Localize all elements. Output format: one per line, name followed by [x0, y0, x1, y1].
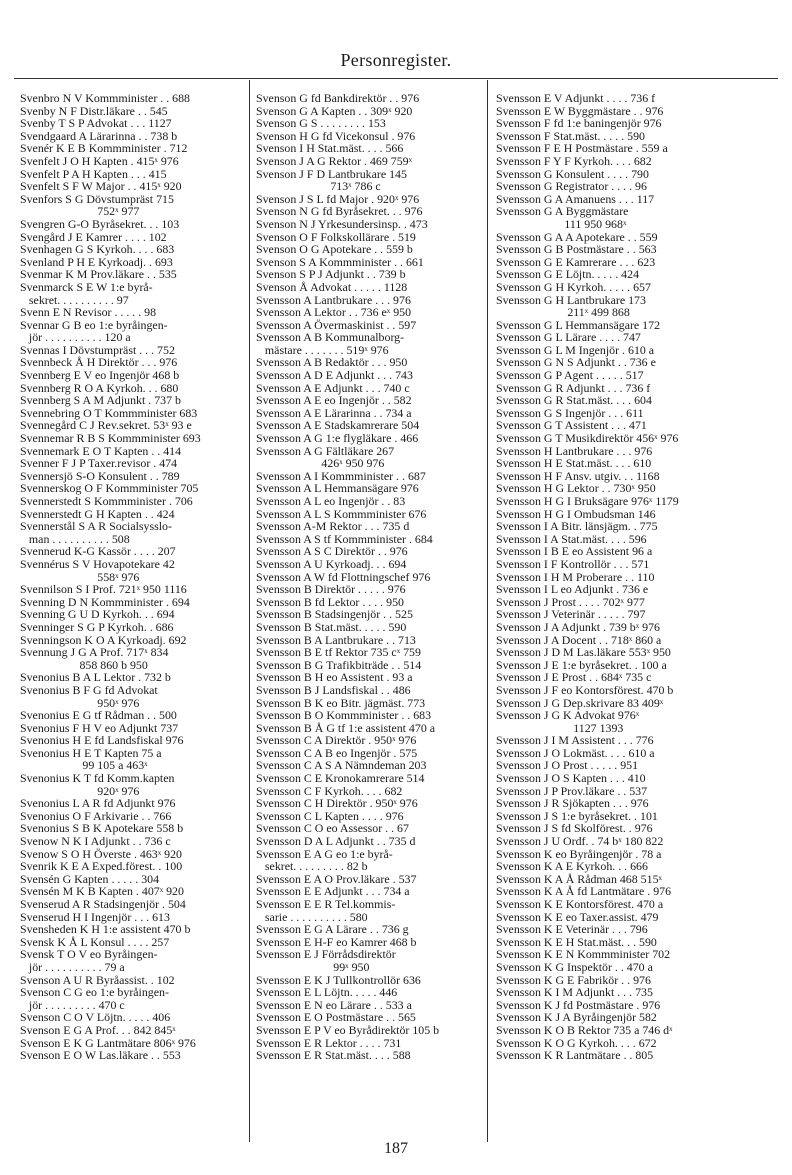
register-entry: Svenonius O F Arkivarie . . 766 [20, 808, 172, 823]
register-entry: Svennberg S A M Adjunkt . 737 b [20, 393, 181, 408]
register-entry: sekret. . . . . . . . . . 97 [20, 292, 129, 307]
register-entry: Svensson G E Löjtn. . . . . 424 [496, 267, 640, 282]
register-entry: Svengård J E Kamrer . . . . 102 [20, 229, 167, 244]
register-entry: Svensson A E Lärarinna . . 734 a [256, 405, 412, 420]
register-entry: Svensson D A L Adjunkt . . 735 d [256, 834, 416, 849]
register-entry: jör . . . . . . . . . 470 c [20, 997, 125, 1012]
register-entry: Svensson I L eo Adjunkt . 736 e [496, 582, 649, 597]
register-entry: Svensson C A Direktör . 950ˣ 976 [256, 733, 417, 748]
register-entry: 920ˣ 976 [20, 783, 140, 798]
register-entry: Svensson F fd 1:e baningenjör 976 [496, 116, 662, 131]
register-entry: Svensson C E Kronokamrerare 514 [256, 771, 425, 786]
register-entry: Svenson C O V Löjtn. . . . . 406 [20, 1010, 171, 1025]
register-entry: Svensson G H Kyrkoh. . . . . 657 [496, 279, 651, 294]
register-entry: Svensheden K H 1:e assistent 470 b [20, 922, 191, 937]
register-entry: Svennerstedt S Kommminister . 706 [20, 494, 193, 508]
register-entry: Svensson J G K Advokat 976ˣ [496, 708, 640, 723]
register-entry: Svensson A L eo Ingenjör . . 83 [256, 494, 406, 508]
register-entry: Svenson C G eo 1:e byråingen- [20, 985, 169, 1000]
register-entry: Svensson B Direktör . . . . . 976 [256, 582, 406, 597]
register-entry: 558ˣ 976 [20, 569, 140, 584]
register-entry: Svenson N G fd Byråsekret. . . 976 [256, 204, 423, 219]
register-entry: Svensson C A B eo Ingenjör . 575 [256, 745, 418, 760]
register-entry: Svenserud H I Ingenjör . . . 613 [20, 909, 170, 924]
register-entry: Svennbeck Å H Direktör . . . 976 [20, 355, 178, 370]
register-entry: Svensson J S 1:e byråsekret. . 101 [496, 808, 658, 823]
register-entry: 211ˣ 499 868 [496, 305, 630, 320]
register-entry: Svensson E V Adjunkt . . . . 736 f [496, 92, 656, 105]
register-entry: Svensson E K J Tullkontrollör 636 [256, 972, 421, 987]
register-entry: Svensson B E tf Rektor 735 cˣ 759 [256, 645, 421, 660]
register-entry: Svenson G S . . . . . . . . 153 [256, 116, 386, 131]
register-entry: Svensson K E H Stat.mäst. . . 590 [496, 934, 657, 949]
register-entry: Svensson C H Direktör . 950ˣ 976 [256, 796, 418, 811]
register-entry: Svenonius B F G fd Advokat [20, 682, 158, 697]
register-entry: Svennegård C J Rev.sekret. 53ˣ 93 e [20, 418, 192, 433]
register-entry: Svensson H G I Bruksägare 976ˣ 1179 [496, 494, 679, 508]
register-entry: Svenson J A G Rektor . 469 759ˣ [256, 153, 413, 168]
register-entry: Svenson E G A Prof. . . 842 845ˣ [20, 1022, 176, 1037]
register-entry: Svensson C O eo Assessor . . 67 [256, 821, 409, 836]
register-entry: Svenmarck S E W 1:e byrå- [20, 279, 153, 294]
register-entry: Svensson H G Lektor . . 730ˣ 950 [496, 481, 656, 496]
register-entry: Svenow S O H Överste . 463ˣ 920 [20, 846, 182, 861]
register-entry: Svensson I A Stat.mäst. . . . 596 [496, 531, 647, 546]
register-entry: Svennas I Dövstumpräst . . . 752 [20, 342, 175, 357]
register-entry: Svensson E O Postmästare . . 565 [256, 1010, 416, 1025]
register-entry: Svensson K A Å Rådman 468 515ˣ [496, 871, 662, 886]
register-entry: Svennerskog O F Kommminister 705 [20, 481, 199, 496]
register-entry: Svensson J I M Assistent . . . 776 [496, 733, 654, 748]
register-entry: Svenning G U D Kyrkoh. . . 694 [20, 607, 175, 622]
register-entry: Svenson J F D Lantbrukare 145 [256, 166, 407, 181]
register-entry: Svensson G Konsulent . . . . 790 [496, 166, 649, 181]
register-entry: Svenér K E B Kommminister . 712 [20, 141, 188, 156]
register-entry: Svensson A S C Direktör . . 976 [256, 544, 408, 559]
register-entry: Svenson H G fd Vicekonsul . 976 [256, 128, 416, 143]
register-entry: Svenonius E G tf Rådman . . 500 [20, 708, 177, 723]
register-entry: Svensson C L Kapten . . . . 976 [256, 808, 404, 823]
register-entry: Svensson A E Adjunkt . . . 740 c [256, 380, 410, 395]
register-entry: Svenland P H E Kyrkoadj. . 693 [20, 254, 173, 269]
register-entry: 713ˣ 786 c [256, 179, 381, 194]
register-entry: Svensson A E eo Ingenjör . . 582 [256, 393, 412, 408]
register-entry: 858 860 b 950 [20, 657, 148, 672]
register-entry: Svenfelt J O H Kapten . 415ˣ 976 [20, 153, 179, 168]
register-entry: Svensson B Å G tf 1:e assistent 470 a [256, 720, 436, 735]
register-entry: Svensson K J fd Postmästare . 976 [496, 997, 661, 1012]
register-entry: Svensson G Registrator . . . . 96 [496, 179, 647, 194]
register-entry: Svensson H Lantbrukare . . . 976 [496, 443, 653, 458]
register-column-1 [20, 92, 244, 1127]
register-entry: 426ˣ 950 976 [256, 456, 385, 471]
register-entry: Svensson J S fd Skolförest. . 976 [496, 821, 653, 836]
register-entry: Svensson G A Byggmästare [496, 204, 629, 219]
register-entry: Svensson B J Landsfiskal . . 486 [256, 682, 411, 697]
register-entry: Svensson E E R Tel.kommis- [256, 897, 396, 911]
register-entry: Svensson E A O Prov.läkare . 537 [256, 871, 417, 886]
register-entry: Svensson G T Musikdirektör 456ˣ 976 [496, 431, 679, 446]
register-entry: Svensson A B Kommunalborg- [256, 330, 405, 345]
register-entry: Svensson A-M Rektor . . . 735 d [256, 519, 410, 534]
register-entry: Svenonius L A R fd Adjunkt 976 [20, 796, 176, 811]
register-entry: Svensson G A A Apotekare . . 559 [496, 229, 658, 244]
register-entry: Svensson A L Hemmansägare 976 [256, 481, 419, 496]
register-entry: Svensson G R Adjunkt . . . 736 f [496, 380, 651, 395]
register-entry: Svensson B O Kommminister . . 683 [256, 708, 432, 723]
register-entry: Svennung J G A Prof. 717ˣ 834 [20, 645, 169, 660]
register-entry: Svensson K E eo Taxer.assist. 479 [496, 909, 659, 924]
register-entry: Svensson G A Amanuens . . . 117 [496, 191, 655, 206]
register-entry: Svensson B Stadsingenjör . . 525 [256, 607, 413, 622]
register-entry: Svensson E P V eo Byrådirektör 105 b [256, 1022, 440, 1037]
register-entry: man . . . . . . . . . . 508 [20, 531, 130, 546]
register-entry: jör . . . . . . . . . . 79 a [20, 959, 125, 974]
register-entry: Svensson F Y F Kyrkoh. . . . 682 [496, 153, 652, 168]
register-entry: Svensson J G Dep.skrivare 83 409ˣ [496, 695, 664, 710]
register-entry: Svensson I F Kontrollör . . . 571 [496, 556, 650, 571]
register-entry: Svensson J A Adjunkt . 739 bˣ 976 [496, 619, 660, 634]
register-entry: Svenson G A Kapten . . 309ˣ 920 [256, 103, 413, 118]
register-entry: Svenninger S G P Kyrkoh. . 686 [20, 619, 174, 634]
register-entry: Svensson J D M Las.läkare 553ˣ 950 [496, 645, 671, 660]
register-entry: Svensson K G Inspektör . . 470 a [496, 959, 653, 974]
register-column-3 [496, 92, 718, 1127]
register-entry: sekret. . . . . . . . . 82 b [256, 859, 368, 874]
register-entry: Svensson K E Veterinär . . . 796 [496, 922, 648, 937]
column-divider [487, 80, 488, 1142]
register-entry: Svensson I B E eo Assistent 96 a [496, 544, 653, 559]
register-entry: Svensson H G I Ombudsman 146 [496, 506, 656, 521]
register-entry: Svensson F Stat.mäst. . . . . 590 [496, 128, 645, 143]
register-entry: Svensson K R Lantmätare . . 805 [496, 1048, 654, 1063]
register-entry: Svenby T S P Advokat . . . 1127 [20, 116, 172, 131]
register-entry: Svenson G fd Bankdirektör . . 976 [256, 92, 420, 105]
register-entry: Svensson A B Redaktör . . . 950 [256, 355, 408, 370]
register-entry: Svensson K G E Fabrikör . . 976 [496, 972, 651, 987]
register-entry: Svenson O G Apotekare . . 559 b [256, 242, 413, 257]
register-entry: Svensson A G 1:e flygläkare . 466 [256, 431, 419, 446]
register-entry: Svensson A S tf Kommminister . 684 [256, 531, 433, 546]
register-entry: Svensson K A E Kyrkoh. . . 666 [496, 859, 648, 874]
column-divider [249, 80, 250, 1142]
register-entry: Svensson A G Fältläkare 267 [256, 443, 395, 458]
register-entry: Svennemar R B S Kommminister 693 [20, 431, 201, 446]
register-entry: Svensson A Övermaskinist . . 597 [256, 317, 417, 332]
register-entry: Svensson A U Kyrkoadj. . . 694 [256, 556, 407, 571]
register-entry: Svenson E O W Las.läkare . . 553 [20, 1048, 181, 1063]
register-entry: Svensson A I Kommminister . . 687 [256, 468, 426, 483]
register-entry: Svensson E G A Lärare . . 736 g [256, 922, 409, 937]
register-entry: Svensson G L M Ingenjör . 610 a [496, 342, 655, 357]
register-entry: Svennerstål S A R Socialsysslo- [20, 519, 172, 534]
register-entry: Svenonius F H V eo Adjunkt 737 [20, 720, 179, 735]
register-entry: Svensson E L Löjtn. . . . . 446 [256, 985, 398, 1000]
register-entry: Svenn E N Revisor . . . . . 98 [20, 305, 157, 320]
register-entry: Svennerstedt G H Kapten . . 424 [20, 506, 175, 521]
register-entry: Svenrik K E A Exped.förest. . 100 [20, 859, 183, 874]
register-entry: Svensson G P Agent . . . . . 517 [496, 368, 644, 383]
register-entry: Svensson B A Lantbrukare . . 713 [256, 632, 416, 647]
register-entry: Svensson G T Assistent . . . 471 [496, 418, 647, 433]
register-entry: Svennebring O T Kommminister 683 [20, 405, 198, 420]
register-entry: Svensson A Lantbrukare . . . 976 [256, 292, 411, 307]
register-entry: Svendgaard A Lärarinna . . 738 b [20, 128, 178, 143]
register-entry: Svensson C F Kyrkoh. . . . 682 [256, 783, 403, 798]
register-entry: Svenonius B A L Lektor . 732 b [20, 670, 171, 685]
register-entry: Svenson E K G Lantmätare 806ˣ 976 [20, 1035, 196, 1050]
register-entry: Svensson K eo Byråingenjör . 78 a [496, 846, 662, 861]
register-entry: mästare . . . . . . . 519ˣ 976 [256, 342, 389, 357]
page-number: 187 [384, 1140, 408, 1157]
register-entry: 111 950 968ˣ [496, 216, 627, 231]
register-entry: Svensson I H M Proberare . . 110 [496, 569, 655, 584]
register-entry: Svenhagen G S Kyrkoh. . . . 683 [20, 242, 175, 257]
register-entry: Svensson K E Kontorsförest. 470 a [496, 897, 664, 911]
register-entry: Svensson B fd Lektor . . . . 950 [256, 594, 404, 609]
register-entry: Svensson A D E Adjunkt . . . 743 [256, 368, 413, 383]
register-entry: Svensson G B Postmästare . . 563 [496, 242, 657, 257]
register-entry: Svenson O F Folkskollärare . 519 [256, 229, 416, 244]
register-entry: Svennar G B eo 1:e byråingen- [20, 317, 168, 332]
register-entry: Svensson E H-F eo Kamrer 468 b [256, 934, 417, 949]
register-entry: Svenow N K I Adjunkt . . 736 c [20, 834, 171, 849]
register-entry: Svensson E R Lektor . . . . 731 [256, 1035, 402, 1050]
register-entry: Svenserud A R Stadsingenjör . 504 [20, 897, 186, 911]
register-entry: Svenson J S L fd Major . 920ˣ 976 [256, 191, 420, 206]
register-entry: Svensson J U Ordf. . 74 bˣ 180 822 [496, 834, 664, 849]
register-entry: Svensson J R Sjökapten . . . 976 [496, 796, 649, 811]
register-entry: Svensson H E Stat.mäst. . . . 610 [496, 456, 652, 471]
header-rule [14, 78, 778, 79]
register-entry: Svensson K I M Adjunkt . . . 735 [496, 985, 653, 1000]
register-entry: Svensson A W fd Flottningschef 976 [256, 569, 431, 584]
register-entry: Svensson B K eo Bitr. jägmäst. 773 [256, 695, 426, 710]
register-entry: 99ˣ 950 [256, 959, 370, 974]
register-entry: Svensson G N S Adjunkt . . 736 e [496, 355, 656, 370]
register-entry: Svensson G S Ingenjör . . . 611 [496, 405, 644, 420]
register-entry: Svensson H F Ansv. utgiv. . . 1168 [496, 468, 660, 483]
register-entry: Svensson B Stat.mäst. . . . . 590 [256, 619, 407, 634]
register-entry: Svensson J A Docent . . 718ˣ 860 a [496, 632, 662, 647]
register-entry: Svenfors S G Dövstumpräst 715 [20, 191, 174, 206]
register-entry: Svensson A E Stadskamrerare 504 [256, 418, 420, 433]
register-entry: Svensson C A S A Nämndeman 203 [256, 758, 427, 773]
register-entry: Svensson G R Stat.mäst. . . . 604 [496, 393, 652, 408]
register-entry: Svensson A L S Kommminister 676 [256, 506, 427, 521]
register-entry: Svensson E A G eo 1:e byrå- [256, 846, 393, 861]
register-entry: Svensson A Lektor . . 736 eˣ 950 [256, 305, 412, 320]
register-entry: 950ˣ 976 [20, 695, 140, 710]
register-entry: Svenmar K M Prov.läkare . . 535 [20, 267, 177, 282]
register-entry: Svenson N J Yrkesundersinsp. . 473 [256, 216, 428, 231]
register-entry: 99 105 a 463ˣ [20, 758, 148, 773]
register-column-2 [256, 92, 482, 1127]
register-entry: Svensson F E H Postmästare . 559 a [496, 141, 668, 156]
register-entry: Svensson E J Förrådsdirektör [256, 947, 396, 962]
register-entry: sarie . . . . . . . . . . 580 [256, 909, 368, 924]
register-entry: 752ˣ 977 [20, 204, 140, 219]
register-entry: Svennersjö S-O Konsulent . . 789 [20, 468, 180, 483]
register-entry: Svensson J O Prost . . . . . 951 [496, 758, 639, 773]
register-entry: 1127 1393 [496, 720, 624, 735]
register-entry: Svenbro N V Kommminister . . 688 [20, 92, 190, 105]
register-entry: Svensson E N eo Lärare . . 533 a [256, 997, 412, 1012]
register-entry: Svenning D N Kommminister . 694 [20, 594, 190, 609]
register-entry: Svennberg R O A Kyrkoh. . . 680 [20, 380, 179, 395]
register-entry: Svensson E W Byggmästare . . 976 [496, 103, 664, 118]
register-entry: Svengren G-O Byråsekret. . . 103 [20, 216, 180, 231]
register-entry: Svennemark E O T Kapten . . 414 [20, 443, 182, 458]
register-entry: Svensson B H eo Assistent . 93 a [256, 670, 413, 685]
register-entry: Svensén M K B Kapten . 407ˣ 920 [20, 884, 184, 899]
register-entry: Svenson Å Advokat . . . . . 1128 [256, 279, 408, 294]
register-entry: Svensson J O S Kapten . . . 410 [496, 771, 646, 786]
register-entry: Svenonius K T fd Komm.kapten [20, 771, 175, 786]
register-entry: Svensson K A Å fd Lantmätare . 976 [496, 884, 672, 899]
register-entry: Svenson I H Stat.mäst. . . . 566 [256, 141, 404, 156]
register-entry: Svensson G H Lantbrukare 173 [496, 292, 646, 307]
register-entry: Svenfelt P A H Kapten . . . 415 [20, 166, 167, 181]
register-entry: Svensson K J A Byråingenjör 582 [496, 1010, 657, 1025]
register-entry: Svensson J P Prov.läkare . . 537 [496, 783, 648, 798]
register-entry: Svenfelt S F W Major . . 415ˣ 920 [20, 179, 182, 194]
register-entry: Svensson J F eo Kontorsförest. 470 b [496, 682, 674, 697]
register-entry: Svensson E E Adjunkt . . . 734 a [256, 884, 410, 899]
register-entry: jör . . . . . . . . . . 120 a [20, 330, 131, 345]
register-entry: Svennérus S V Hovapotekare 42 [20, 556, 175, 571]
register-entry: Svenonius S B K Apotekare 558 b [20, 821, 184, 836]
register-entry: Svensson J Veterinär . . . . . 797 [496, 607, 646, 622]
register-entry: Svensson G L Hemmansägare 172 [496, 317, 661, 332]
register-entry: Svensson G L Lärare . . . . 747 [496, 330, 641, 345]
register-entry: Svensson J O Lokmäst. . . . 610 a [496, 745, 655, 760]
register-entry: Svennerud K-G Kassör . . . . 207 [20, 544, 176, 559]
register-entry: Svensson J E Prost . . 684ˣ 735 c [496, 670, 652, 685]
register-entry: Svensson K E N Kommminister 702 [496, 947, 671, 962]
register-entry: Svenson S P J Adjunkt . . 739 b [256, 267, 406, 282]
register-entry: Svenson A U R Byråassist. . 102 [20, 972, 175, 987]
register-entry: Svenonius H E T Kapten 75 a [20, 745, 162, 760]
register-entry: Svensson J Prost . . . . 702ˣ 977 [496, 594, 645, 609]
register-entry: Svensson K O G Kyrkoh. . . . 672 [496, 1035, 657, 1050]
register-entry: Svenby N F Distr.läkare . . 545 [20, 103, 168, 118]
register-entry: Svensson K O B Rektor 735 a 746 dˣ [496, 1022, 673, 1037]
register-entry: Svenonius H E fd Landsfiskal 976 [20, 733, 184, 748]
register-entry: Svensk T O V eo Byråingen- [20, 947, 158, 962]
register-entry: Svensén G Kapten . . . . . 304 [20, 871, 160, 886]
register-entry: Svenson S A Kommminister . . 661 [256, 254, 424, 269]
register-entry: Svensson I A Bitr. länsjägm. . 775 [496, 519, 658, 534]
register-entry: Svensson E R Stat.mäst. . . . 588 [256, 1048, 411, 1063]
page-title: Personregister. [340, 50, 452, 70]
register-entry: Svenner F J P Taxer.revisor . 474 [20, 456, 178, 471]
register-entry: Svennilson S I Prof. 721ˣ 950 1116 [20, 582, 187, 597]
register-entry: Svensson G E Kamrerare . . . 623 [496, 254, 656, 269]
register-entry: Svenningson K O A Kyrkoadj. 692 [20, 632, 187, 647]
register-entry: Svennberg E V eo Ingenjör 468 b [20, 368, 180, 383]
register-entry: Svensk K Å L Konsul . . . . 257 [20, 934, 170, 949]
register-entry: Svensson B G Trafikbiträde . . 514 [256, 657, 422, 672]
register-entry: Svensson J E 1:e byråsekret. . 100 a [496, 657, 667, 672]
